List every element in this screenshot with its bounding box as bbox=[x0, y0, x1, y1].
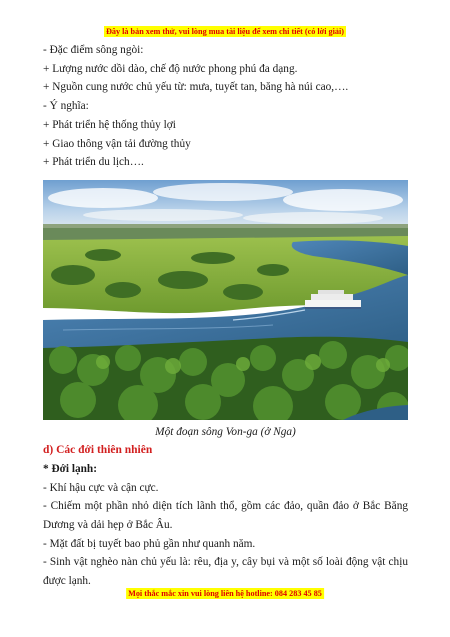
photo-caption: Một đoạn sông Von-ga (ở Nga) bbox=[155, 425, 296, 438]
text-line: + Phát triển hệ thống thủy lợi bbox=[43, 118, 176, 131]
text-line: + Phát triển du lịch…. bbox=[43, 156, 144, 169]
text-line: - Đặc điểm sông ngòi: bbox=[43, 44, 144, 56]
preview-notice-banner: Đây là bản xem thử, vui lòng mua tài liệu để xem chi tiết (có lời giải) bbox=[105, 27, 345, 36]
text-line: - Sinh vật nghèo nàn chủ yếu là: rêu, địa y, cây bụi và một số loài động vật chịu được lạnh. bbox=[43, 556, 408, 588]
volga-river-photo bbox=[43, 180, 408, 420]
hotline-notice-banner: Mọi thắc mắc xin vui lòng liên hệ hotline: 084 283 45 85 bbox=[128, 589, 322, 598]
text-line: + Giao thông vận tải đường thủy bbox=[43, 137, 191, 150]
text-line: + Nguồn cung nước chủ yếu từ: mưa, tuyết tan, băng hà núi cao,…. bbox=[43, 81, 349, 94]
section-title: d) Các đới thiên nhiên bbox=[43, 443, 153, 456]
text-line: - Chiếm một phần nhỏ diện tích lãnh thổ, gồm các đảo, quần đảo ở Bắc Băng Dương và dải hẹp ở Bắc Âu. bbox=[43, 500, 408, 532]
text-line: - Khí hậu cực và cận cực. bbox=[43, 481, 159, 494]
document-body bbox=[43, 41, 408, 591]
text-line: + Lượng nước dồi dào, chế độ nước phong phú đa dạng. bbox=[43, 62, 298, 75]
text-line: - Mặt đất bị tuyết bao phủ gần như quanh năm. bbox=[43, 537, 256, 550]
text-line: - Ý nghĩa: bbox=[43, 100, 89, 113]
subsection-title: * Đới lạnh: bbox=[43, 462, 97, 475]
